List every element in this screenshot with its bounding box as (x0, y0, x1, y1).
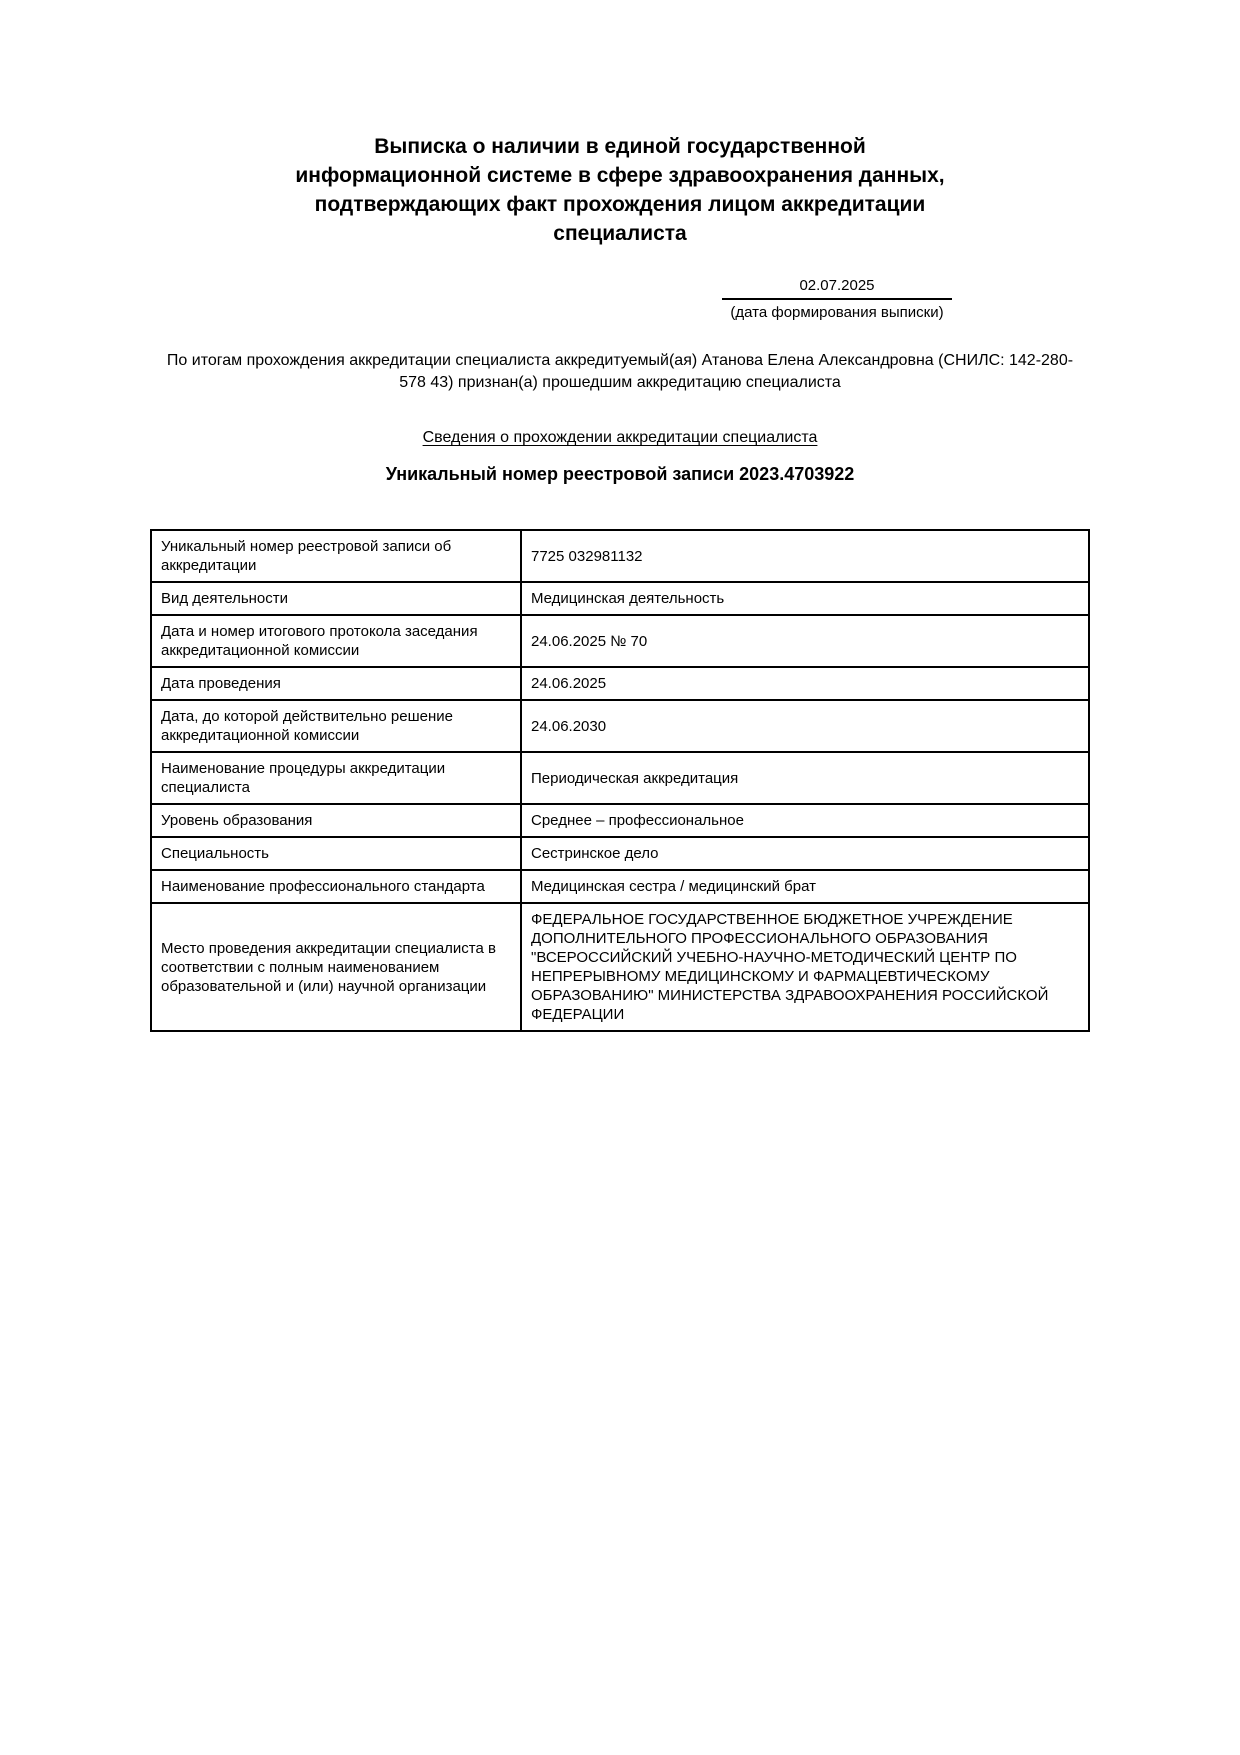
row-label: Уникальный номер реестровой записи об аккредитации (151, 530, 521, 582)
document-title: Выписка о наличии в единой государственной информационной системе в сфере здравоохранения данных, подтверждающих факт прохождения лицом аккредитации специалиста (295, 135, 945, 245)
row-value: 7725 032981132 (521, 530, 1089, 582)
table-row (151, 667, 1089, 700)
row-label: Наименование процедуры аккредитации специалиста (151, 752, 521, 804)
row-value: 24.06.2030 (521, 700, 1089, 752)
row-label: Вид деятельности (151, 582, 521, 615)
row-value: 24.06.2025 № 70 (521, 615, 1089, 667)
table-row (151, 804, 1089, 837)
row-value: Среднее – профессиональное (521, 804, 1089, 837)
table-row (151, 615, 1089, 667)
row-value: Сестринское дело (521, 837, 1089, 870)
row-label: Дата, до которой действительно решение аккредитационной комиссии (151, 700, 521, 752)
row-label: Дата проведения (151, 667, 521, 700)
table-row (151, 700, 1089, 752)
table-row (151, 870, 1089, 903)
document-page (150, 0, 1090, 1032)
row-value: Периодическая аккредитация (521, 752, 1089, 804)
table-row (151, 752, 1089, 804)
row-label: Уровень образования (151, 804, 521, 837)
row-label: Место проведения аккредитации специалиста в соответствии с полным наименованием образовательной и (или) научной организации (151, 903, 521, 1031)
intro-paragraph: По итогам прохождения аккредитации специалиста аккредитуемый(ая) Атанова Елена Александровна (СНИЛС: 142-280-578 43) признан(а) прошедшим аккредитацию специалиста (166, 352, 1074, 391)
registry-record-heading: Уникальный номер реестровой записи 2023.4703922 (385, 464, 855, 484)
table-row (151, 582, 1089, 615)
row-label: Наименование профессионального стандарта (151, 870, 521, 903)
formation-date-block (722, 276, 952, 322)
section-heading: Сведения о прохождении аккредитации специалиста (422, 429, 818, 446)
formation-date-value: 02.07.2025 (722, 276, 952, 300)
row-value: 24.06.2025 (521, 667, 1089, 700)
row-label: Дата и номер итогового протокола заседания аккредитационной комиссии (151, 615, 521, 667)
table-row (151, 837, 1089, 870)
row-value: Медицинская сестра / медицинский брат (521, 870, 1089, 903)
row-label: Специальность (151, 837, 521, 870)
row-value: ФЕДЕРАЛЬНОЕ ГОСУДАРСТВЕННОЕ БЮДЖЕТНОЕ УЧРЕЖДЕНИЕ ДОПОЛНИТЕЛЬНОГО ПРОФЕССИОНАЛЬНОГО ОБРАЗОВАНИЯ "ВСЕРОССИЙСКИЙ УЧЕБНО-НАУЧНО-МЕТОДИЧЕСКИЙ ЦЕНТР ПО НЕПРЕРЫВНОМУ МЕДИЦИНСКОМУ И ФАРМАЦЕВТИЧЕСКОМУ ОБРАЗОВАНИЮ" МИНИСТЕРСТВА ЗДРАВООХРАНЕНИЯ РОССИЙСКОЙ ФЕДЕРАЦИИ (521, 903, 1089, 1031)
table-row (151, 530, 1089, 582)
row-value: Медицинская деятельность (521, 582, 1089, 615)
accreditation-table (150, 529, 1090, 1032)
formation-date-caption: (дата формирования выписки) (730, 304, 944, 321)
table-row (151, 903, 1089, 1031)
